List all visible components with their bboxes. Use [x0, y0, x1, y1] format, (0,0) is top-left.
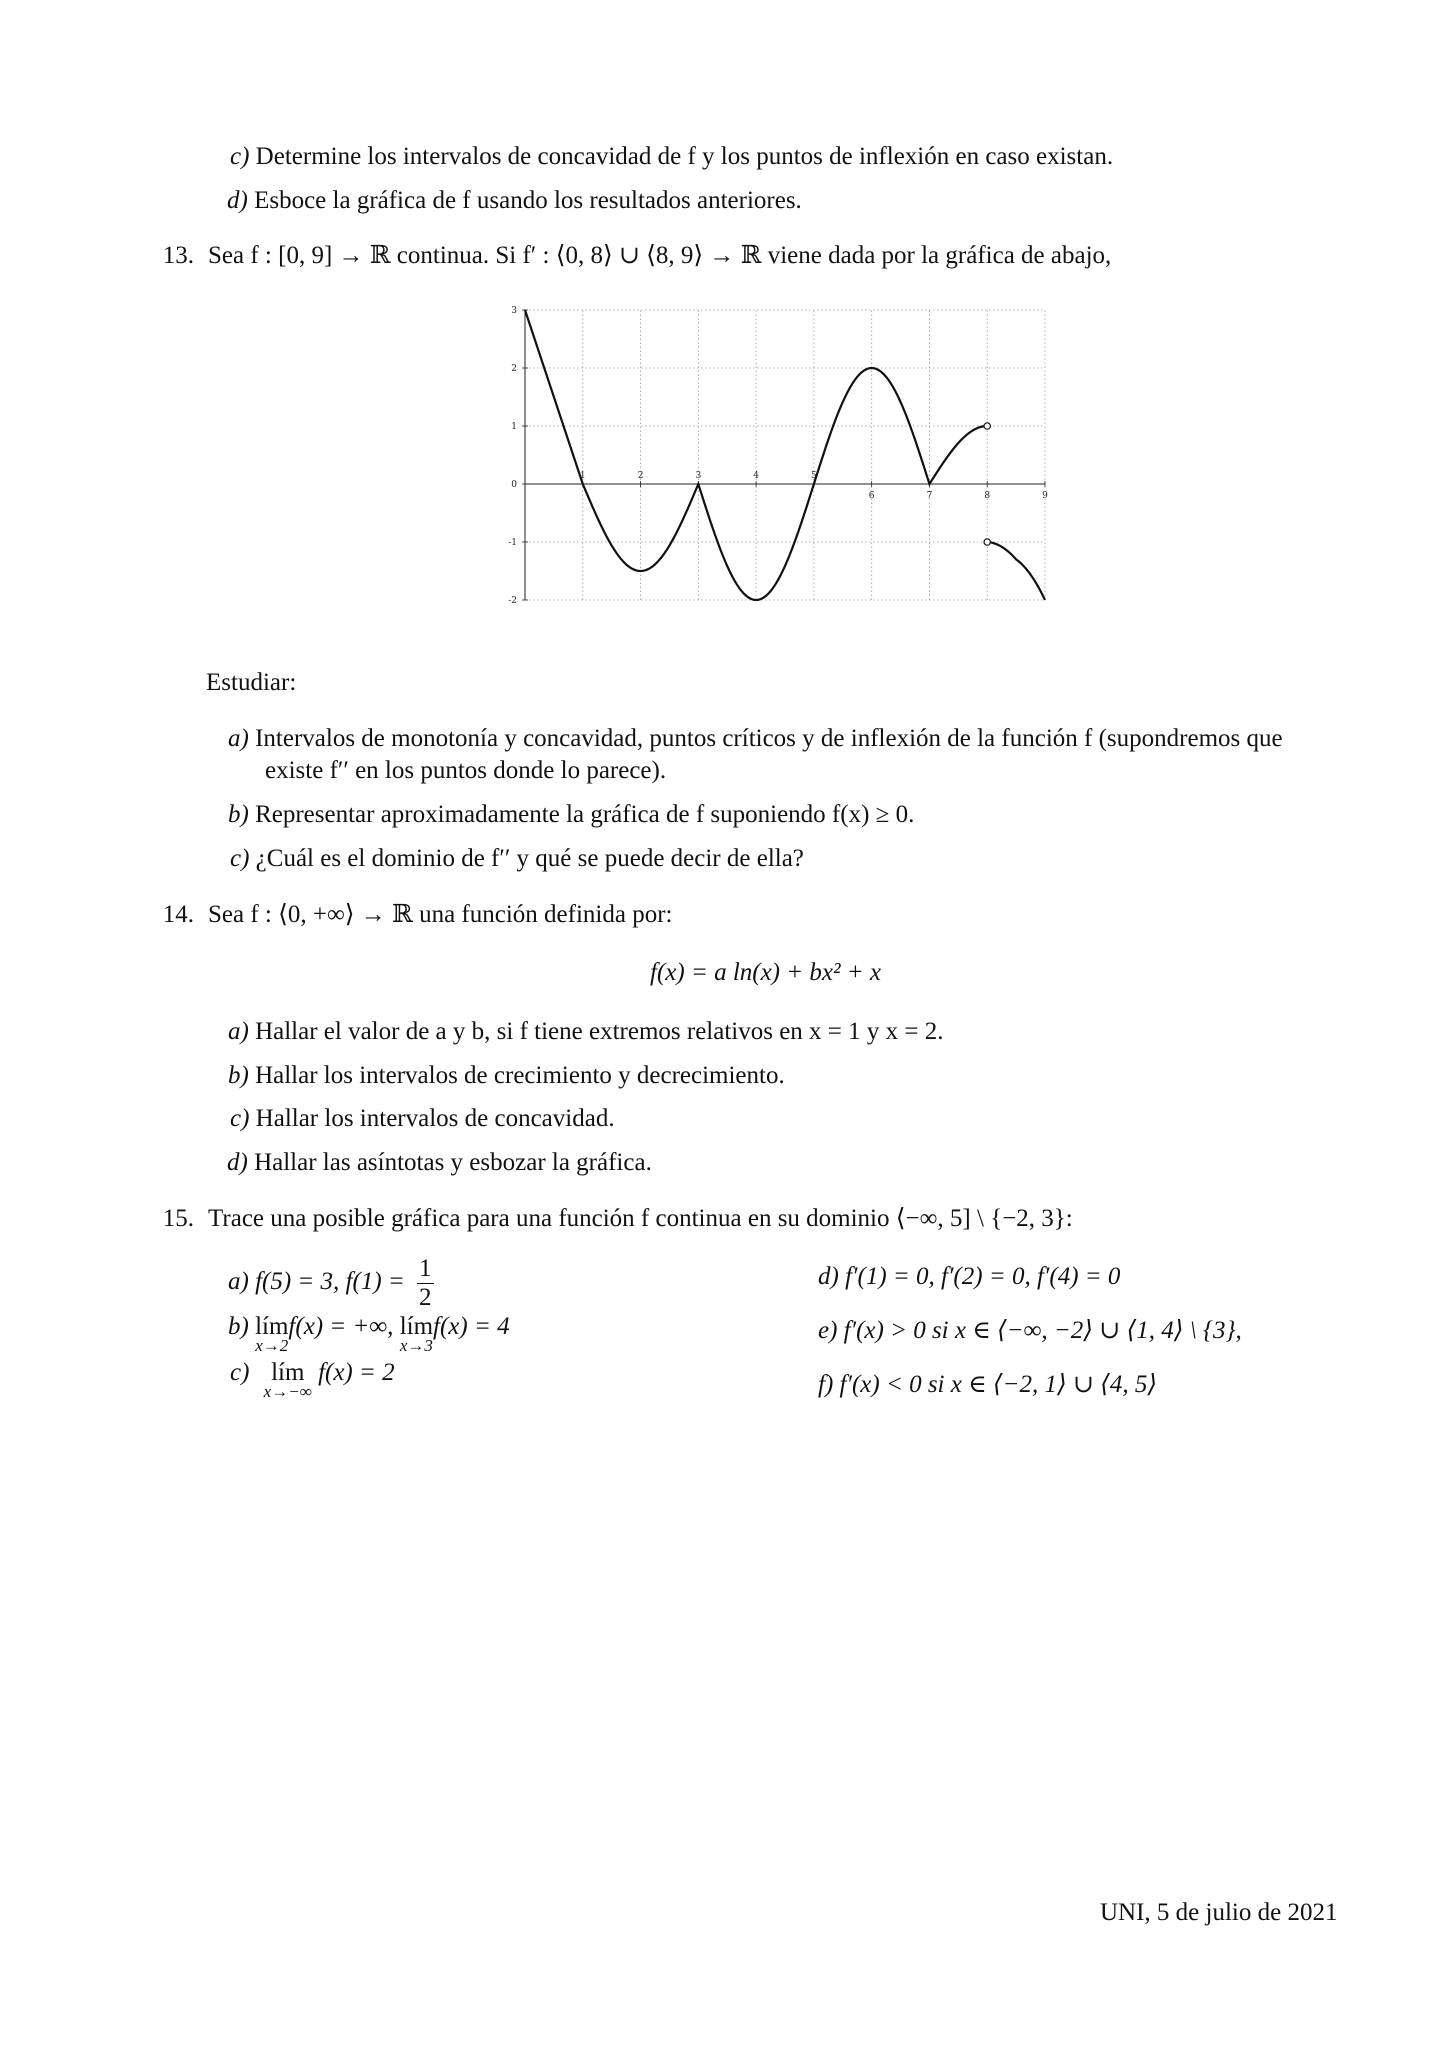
q14-formula: f(x) = a ln(x) + bx² + x: [650, 959, 881, 986]
x-tick-label: 8: [984, 491, 991, 501]
y-tick-label: 1: [511, 422, 517, 432]
page-footer: UNI, 5 de julio de 2021: [1100, 1899, 1338, 1926]
x-tick-label: 1: [579, 471, 586, 481]
q14-item-b: [228, 1061, 785, 1091]
item-text: f′(x) < 0 si x ∈ ⟨−2, 1⟩ ∪ ⟨4, 5⟩: [839, 1371, 1158, 1398]
q15-item-e: [818, 1316, 1242, 1346]
lim-subscript: x→−∞: [263, 1382, 312, 1401]
x-tick-label: 4: [753, 471, 759, 481]
item-label: e): [818, 1317, 838, 1344]
item-label: d): [227, 1149, 248, 1176]
item-label: a): [228, 1268, 249, 1296]
item-label: c): [230, 1359, 250, 1386]
item-label: a): [228, 725, 249, 752]
q15-item-a: [228, 1255, 434, 1312]
item-text: f(x) = +∞,: [288, 1313, 394, 1340]
fraction-one-half: [417, 1255, 434, 1312]
item-text: Hallar el valor de a y b, si f tiene extremos relativos en x = 1 y x = 2.: [255, 1018, 944, 1045]
item-text: Hallar los intervalos de concavidad.: [255, 1105, 615, 1132]
q13-item-a-cont: existe f′′ en los puntos donde lo parece).: [265, 757, 667, 784]
q13-item-a: [228, 724, 1283, 754]
y-tick-label: 0: [511, 480, 517, 490]
y-tick-label: -1: [508, 538, 517, 548]
item-text: f′(x) > 0 si x ∈ ⟨−∞, −2⟩ ∪ ⟨1, 4⟩ \ {3},: [843, 1317, 1242, 1344]
fraction-denominator: 2: [419, 1284, 432, 1311]
lim-word: lím: [255, 1313, 289, 1340]
item-label: a): [228, 1018, 249, 1045]
limit-x-to-3: [399, 1313, 434, 1355]
item-label: d): [227, 187, 248, 214]
item-text: Esboce la gráfica de f usando los resultados anteriores.: [254, 187, 802, 214]
item-label: f): [818, 1371, 834, 1398]
prev-item-c: [230, 142, 1113, 172]
question-number: 13.: [162, 242, 194, 269]
item-text: f′(1) = 0, f′(2) = 0, f′(4) = 0: [845, 1263, 1121, 1290]
y-tick-label: 2: [511, 364, 517, 374]
chart-curves: [525, 310, 1045, 600]
item-label: c): [230, 845, 250, 872]
item-text: Determine los intervalos de concavidad de f y los puntos de inflexión en caso existan.: [255, 143, 1114, 170]
x-tick-label: 5: [811, 471, 817, 481]
q13-study-heading: Estudiar:: [206, 669, 297, 696]
item-label: b): [228, 1313, 249, 1340]
item-label: c): [230, 143, 250, 170]
derivative-curve-right: [987, 542, 1045, 600]
question-text: Trace una posible gráfica para una función f continua en su dominio ⟨−∞, 5] \ {−2, 3}:: [208, 1205, 1073, 1232]
q15-statement: [146, 1204, 1073, 1234]
item-label: d): [818, 1263, 839, 1290]
prev-item-d: [227, 186, 802, 216]
item-text: Representar aproximadamente la gráfica de f suponiendo f(x) ≥ 0.: [255, 801, 915, 828]
q15-item-f: [818, 1370, 1157, 1400]
question-text: Sea f : [0, 9] → ℝ continua. Si f′ : ⟨0, 8⟩ ∪ ⟨8, 9⟩ → ℝ viene dada por la gráfica de abajo,: [208, 242, 1112, 269]
item-text: f(5) = 3, f(1) =: [255, 1268, 405, 1296]
x-tick-label: 2: [637, 471, 644, 481]
limit-x-to-minus-infinity: [263, 1359, 312, 1401]
q15-item-b: [228, 1313, 510, 1355]
item-text: Hallar los intervalos de crecimiento y decrecimiento.: [255, 1062, 785, 1089]
open-point: [984, 539, 990, 545]
question-number: 15.: [162, 1205, 194, 1232]
x-tick-label: 3: [695, 471, 702, 481]
q14-item-a: [228, 1017, 944, 1047]
item-label: b): [228, 1062, 249, 1089]
chart-axes: [522, 310, 1045, 600]
item-text: f(x) = 4: [433, 1313, 510, 1340]
item-text: ¿Cuál es el dominio de f′′ y qué se puede decir de ella?: [255, 845, 804, 872]
item-text: f(x) = 2: [318, 1359, 395, 1386]
item-text: Hallar las asíntotas y esbozar la gráfica.: [254, 1149, 652, 1176]
lim-word: lím: [399, 1313, 434, 1340]
y-tick-label: 3: [511, 306, 517, 316]
item-text: Intervalos de monotonía y concavidad, puntos críticos y de inflexión de la función f (supondremos que: [255, 725, 1283, 752]
x-tick-label: 7: [926, 491, 933, 501]
q14-item-c: [230, 1104, 615, 1134]
q14-item-d: [227, 1148, 652, 1178]
chart-ticks: [508, 306, 1048, 606]
q13-item-c: [230, 844, 804, 874]
item-label: c): [230, 1105, 250, 1132]
derivative-graph: [495, 300, 1070, 612]
lim-word: lím: [271, 1359, 305, 1386]
q15-item-d: [818, 1262, 1120, 1292]
limit-x-to-2: [255, 1313, 289, 1355]
chart-grid: [525, 310, 1045, 600]
q13-statement: [146, 241, 1111, 271]
lim-subscript: x→2: [255, 1336, 289, 1355]
q14-statement: [146, 900, 672, 930]
item-label: b): [228, 801, 249, 828]
question-number: 14.: [162, 901, 194, 928]
x-tick-label: 6: [868, 491, 875, 501]
open-point: [984, 423, 990, 429]
q15-item-c: [230, 1359, 395, 1401]
fraction-numerator: 1: [419, 1255, 432, 1282]
question-text: Sea f : ⟨0, +∞⟩ → ℝ una función definida por:: [208, 901, 673, 928]
q13-item-b: [228, 800, 914, 830]
lim-subscript: x→3: [399, 1336, 433, 1355]
x-tick-label: 9: [1042, 491, 1048, 501]
y-tick-label: -2: [508, 596, 517, 606]
